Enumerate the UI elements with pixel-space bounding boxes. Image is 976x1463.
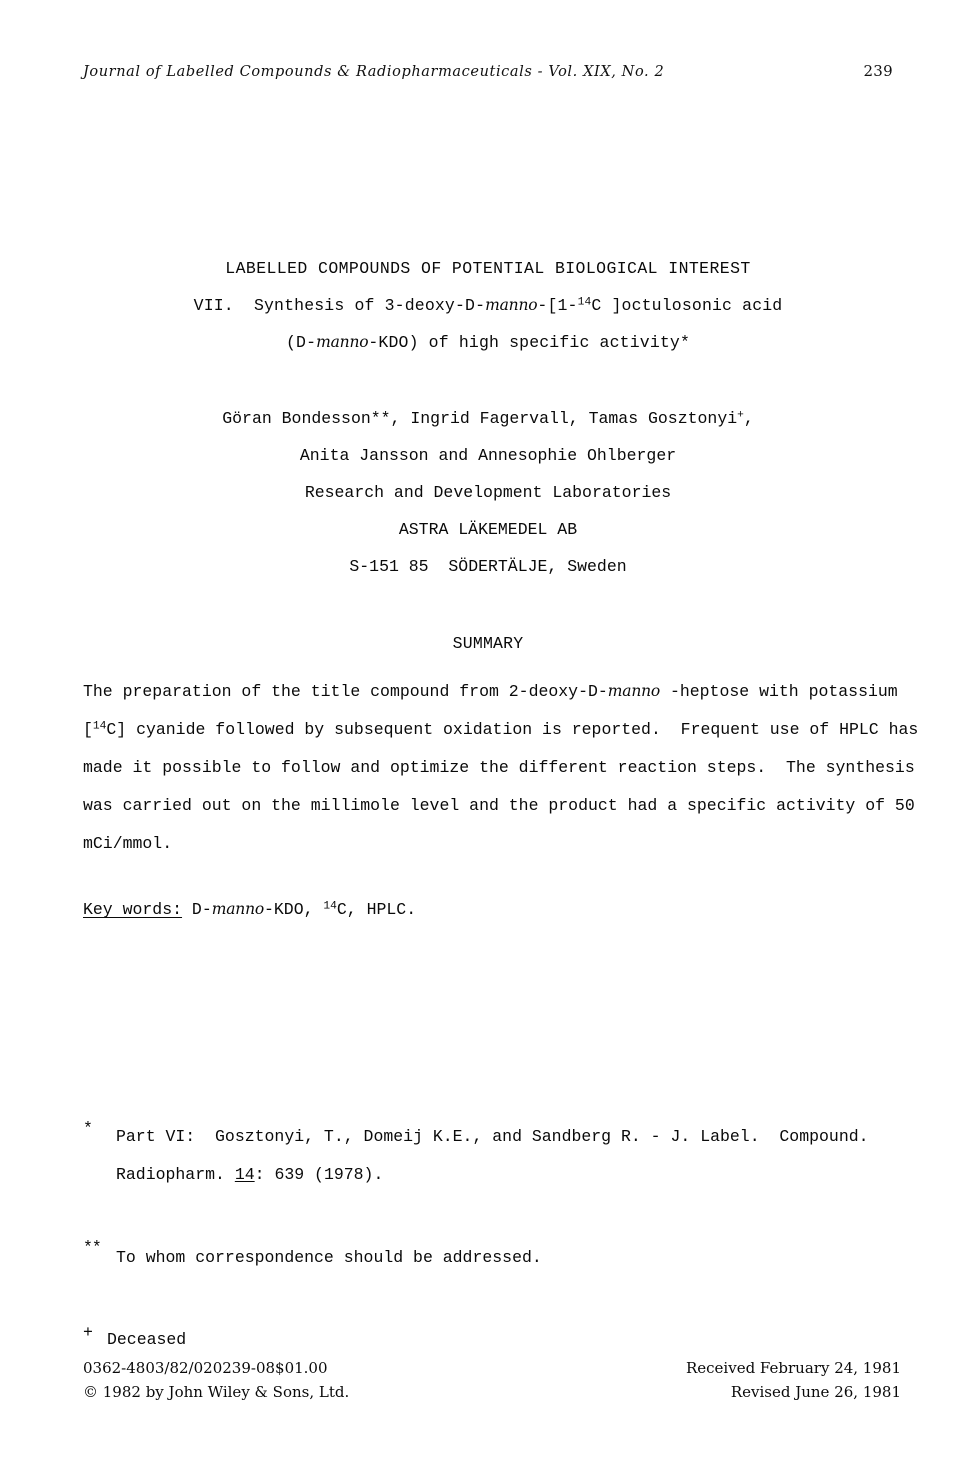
deceased-marker-superscript: + [737,409,744,422]
summary-seg-4: C] cyanide followed by subsequent oxidation is reported. Frequent use of HPLC has [106,720,919,739]
affiliation-address: S-151 85 SÖDERTÄLJE, Sweden [349,557,627,576]
footnote-volume-number: 14 [234,1165,255,1184]
author-names-line-1 [0,400,976,437]
footnote-marker-plus: + [83,1323,93,1342]
summary-seg-3: [ [83,720,93,739]
summary-line-1 [83,672,901,711]
article-title-seg-3: C ]octulosonic acid [591,296,783,315]
footnote-journal-name: Radiopharm. [116,1165,235,1184]
footnote-correspondence-line-1: To whom correspondence should be addressed. [116,1248,542,1267]
footnotes-block [83,1118,901,1359]
running-head [83,62,893,80]
footnote-part-vi [83,1118,901,1194]
footnote-correspondence-body [116,1239,901,1277]
article-subtitle-italic-manno: manno [316,333,369,351]
article-title-seg-2: -[1- [537,296,578,315]
keywords-italic-manno: manno [211,900,264,918]
author-names: Göran Bondesson**, Ingrid Fagervall, Tamas Gosztonyi [222,409,738,428]
footnote-deceased-line-1: Deceased [107,1330,187,1349]
summary-seg-2: -heptose with potassium [660,682,898,701]
footnote-deceased-body [107,1321,901,1359]
article-subtitle-seg-2: -KDO) of high specific activity* [368,333,691,352]
keywords-line [83,900,416,919]
summary-line-4: was carried out on the millimole level and the product had a specific activity of 50 [83,796,915,815]
keywords-label: Key words: [83,900,183,919]
carbon-14-superscript: 14 [323,900,337,913]
article-title-italic-manno: manno [485,296,538,314]
keywords-seg-1: D- [182,900,212,919]
keywords-seg-2: -KDO, [264,900,324,919]
article-title-seg-1: VII. Synthesis of 3-deoxy-D- [193,296,486,315]
footnote-part-vi-line-1: Part VI: Gosztonyi, T., Domeij K.E., and Sandberg R. - J. Label. Compound. [116,1127,869,1146]
revised-date: Revised June 26, 1981 [730,1383,901,1401]
footnote-part-vi-body [116,1118,901,1194]
author-block [0,400,976,585]
journal-citation: Journal of Labelled Compounds & Radiopharmaceuticals - Vol. XIX, No. 2 [83,64,665,80]
page-number: 239 [863,62,893,80]
copyright-notice: © 1982 by John Wiley & Sons, Ltd. [83,1383,350,1401]
article-title-line-2 [0,324,976,361]
submission-dates-block [686,1356,901,1404]
issn-code: 0362-4803/82/020239-08$01.00 [83,1359,328,1377]
article-title-line-1 [0,287,976,324]
author-names-trailing-comma: , [743,409,754,428]
footnote-pages-year: : 639 (1978). [254,1165,384,1184]
affiliation-department: Research and Development Laboratories [304,483,672,502]
article-subtitle-seg-1: (D- [285,333,317,352]
footnote-marker-double-asterisk: ** [83,1238,101,1257]
title-block [0,250,976,361]
bottom-matter [83,1356,901,1404]
carbon-14-superscript: 14 [577,296,592,309]
author-names-line-2: Anita Jansson and Annesophie Ohlberger [299,446,677,465]
summary-italic-manno: manno [607,682,661,700]
footnote-correspondence [83,1239,901,1277]
summary-line-5: mCi/mmol. [83,834,173,853]
summary-line-3: made it possible to follow and optimize the different reaction steps. The synthesis [83,758,915,777]
copyright-block [83,1356,349,1404]
summary-body [83,672,919,863]
affiliation-organization: ASTRA LÄKEMEDEL AB [398,520,578,539]
summary-line-2 [83,711,919,749]
footnote-part-vi-line-2 [116,1156,901,1194]
received-date: Received February 24, 1981 [685,1359,901,1377]
footnote-marker-asterisk: * [83,1119,93,1138]
carbon-14-superscript: 14 [92,720,107,733]
keywords-seg-3: C, HPLC. [336,900,417,919]
summary-seg-1: The preparation of the title compound from 2-deoxy-D- [83,682,608,701]
summary-heading: SUMMARY [452,634,524,653]
footnote-deceased [83,1321,901,1359]
series-title: LABELLED COMPOUNDS OF POTENTIAL BIOLOGICAL INTEREST [225,259,751,278]
